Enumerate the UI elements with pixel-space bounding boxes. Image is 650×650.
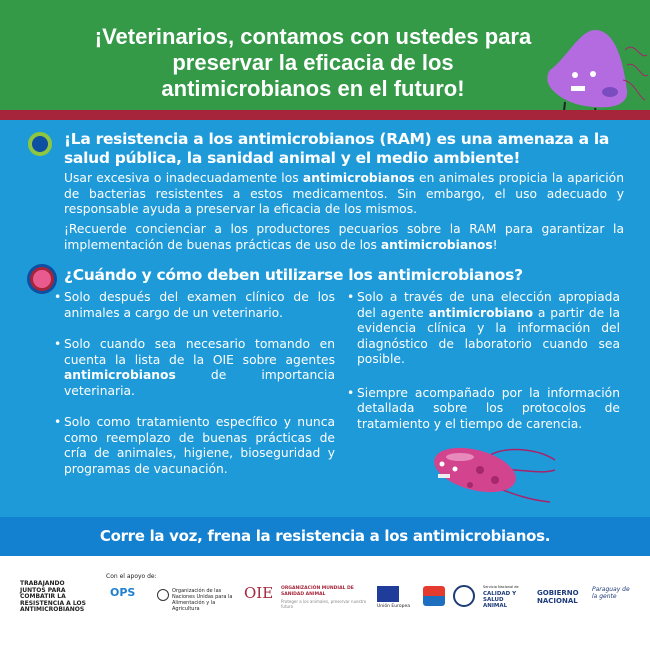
gobierno-nacional-logo: GOBIERNO NACIONAL [537, 589, 579, 605]
list-item: • Solo cuando sea necesario tomando en cuenta la lista de la OIE sobre agentes antimicrobianos de importancia veterinaria. [52, 337, 335, 399]
list-item: • Solo a través de una elección apropiada del agente antimicrobiano a partir de la evidencia clínica y la información del diagnóstico de laboratorio cuando sea posible. [345, 290, 620, 368]
main-content [0, 120, 650, 517]
call-to-action-banner: Corre la voz, frena la resistencia a los antimicrobianos. [0, 517, 650, 556]
senacsa-name: CALIDAD Y SALUD ANIMAL [483, 591, 517, 609]
oie-logo: OIE [244, 584, 274, 602]
ops-logo: OPS [110, 586, 136, 599]
eu-flag-icon [377, 586, 399, 602]
fao-emblem-icon [157, 589, 169, 601]
senacsa-small: Servicio Nacional de [483, 585, 519, 589]
header [0, 0, 650, 110]
oie-name: ORGANIZACIÓN MUNDIAL DE SANIDAD ANIMAL [281, 586, 354, 597]
page-title: ¡Veterinarios, contamos con ustedes para preservar la eficacia de los antimicrobianos en el futuro! [94, 24, 532, 101]
bullet-list-left [52, 290, 335, 493]
campaign-logo: TRABAJANDO JUNTOS PARA COMBATIR LA RESISTENCIA A LOS ANTIMICROBIANOS [20, 580, 86, 613]
senacsa-logo-icon [423, 586, 445, 606]
paraguay-de-la-gente-logo: Paraguay de la gente [592, 586, 630, 600]
support-label: Con el apoyo de: [106, 573, 157, 580]
paraguay-seal-icon [453, 585, 475, 607]
section-heading-ram: ¡La resistencia a los antimicrobianos (RAM) es una amenaza a la salud pública, la sanidad animal y el medio ambiente! [64, 130, 610, 167]
green-circle-icon [28, 132, 52, 156]
list-item: • Solo después del examen clínico de los animales a cargo de un veterinario. [52, 290, 335, 321]
list-item: • Siempre acompañado por la información detallada sobre los protocolos de tratamiento y el tiempo de carencia. [345, 386, 620, 433]
divider-band [0, 110, 650, 120]
paragraph-reminder: ¡Recuerde concienciar a los productores pecuarios sobre la RAM para garantizar la implementación de buenas prácticas de uso de los antimicrobianos! [64, 222, 624, 252]
pink-bacterium-illustration [430, 440, 560, 505]
list-item: • Solo como tratamiento específico y nunca como reemplazo de buenas prácticas de cría de animales, higiene, bioseguridad y programas de vacunación. [52, 415, 335, 477]
pink-circle-icon [30, 267, 54, 291]
eu-label: Unión Europea [377, 604, 411, 609]
oie-tagline: Proteger a los animales, preservar nuestro futuro [281, 599, 367, 609]
footer-logos [0, 556, 650, 650]
paragraph-usage: Usar excesiva o inadecuadamente los antimicrobianos en animales propicia la aparición de bacterias resistentes a estos medicamentos. Sin embargo, el uso adecuado y responsable ayuda a preservar la eficacia de los mismos. [64, 171, 624, 216]
bullet-list-right [345, 290, 620, 450]
fao-logo: Organización de las Naciones Unidas para la Alimentación y la Agricultura [172, 588, 233, 612]
section-heading-when-how: ¿Cuándo y cómo deben utilizarse los antimicrobianos? [64, 266, 523, 284]
